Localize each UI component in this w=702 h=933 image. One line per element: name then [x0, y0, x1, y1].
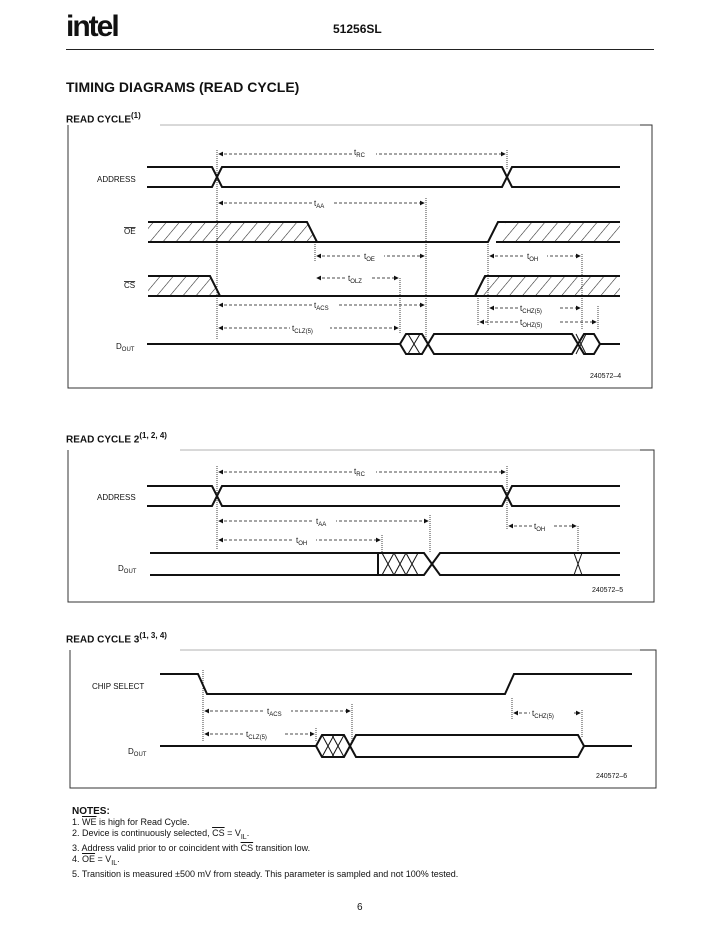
- t-rc-label: $t_{RC}$: [354, 148, 365, 159]
- dout-label-2-main: D: [118, 564, 124, 573]
- t-chz-label: $t_{CHZ(5)}$: [520, 304, 542, 315]
- t-acs-label-3: $t_{ACS}$: [267, 707, 282, 718]
- dout-label-3-sub: OUT: [133, 752, 147, 758]
- t-aa-label-2: $t_{AA}$: [316, 517, 327, 528]
- intel-logo: intel: [66, 10, 118, 43]
- note-1: 1. $\overline{WE}$ is high for Read Cycle.: [72, 817, 190, 827]
- read-cycle-3-title-notes: (1, 3, 4): [139, 631, 167, 640]
- dout-label-3-main: D: [128, 747, 134, 756]
- dout-label-main: D: [116, 342, 122, 351]
- t-acs-label: $t_{ACS}$: [314, 301, 329, 312]
- dout-label-3: [128, 747, 147, 758]
- t-oh-label-2-right: $t_{OH}$: [534, 522, 546, 533]
- page-number: 6: [357, 902, 363, 913]
- note-4: 4. $\overline{OE} = V_{IL}$.: [72, 853, 120, 867]
- notes: [72, 806, 458, 880]
- figure-ref-1: 240572–4: [590, 373, 622, 380]
- t-aa-label: $t_{AA}$: [314, 199, 325, 210]
- read-cycle-1-title-notes: (1): [131, 111, 141, 120]
- chip-select-waveform: [160, 674, 632, 694]
- notes-heading: NOTES:: [72, 806, 110, 817]
- t-clz-label-3: $t_{CLZ(5)}$: [246, 730, 267, 741]
- t-olz-label: $t_{OLZ}$: [348, 274, 362, 285]
- t-ohz-label: $t_{OHZ(5)}$: [520, 318, 543, 329]
- note-5: 5. Transition is measured ±500 mV from steady. This parameter is sampled and not 100% tested.: [72, 868, 459, 879]
- figure-ref-2: 240572–5: [592, 587, 624, 594]
- read-cycle-2-title-text: READ CYCLE 2: [66, 434, 140, 446]
- address-label: ADDRESS: [97, 175, 136, 184]
- read-cycle-2-title-notes: (1, 2, 4): [139, 431, 167, 440]
- read-cycle-3-title-text: READ CYCLE 3: [66, 634, 140, 646]
- note-3: 3. Address valid prior to or coincident with $\overline{CS}$ transition low.: [72, 842, 311, 853]
- t-oh-label-2-left: $t_{OH}$: [296, 536, 308, 547]
- chip-select-label: CHIP SELECT: [92, 682, 145, 691]
- section-title: TIMING DIAGRAMS (READ CYCLE): [66, 79, 300, 95]
- note-2: 2. Device is continuously selected, $\overline{CS} = V_{IL}$.: [72, 828, 250, 841]
- oe-label: OE: [124, 227, 136, 236]
- t-chz-label-3: $t_{CHZ(5)}$: [532, 709, 554, 720]
- dout-label-sub: OUT: [121, 347, 135, 353]
- cs-label: CS: [124, 281, 136, 290]
- figure-ref-3: 240572–6: [596, 773, 628, 780]
- dout-transition-cross-3: [322, 735, 344, 757]
- part-number: 51256SL: [333, 22, 382, 36]
- t-rc-label-2: $t_{RC}$: [354, 467, 365, 478]
- address-label-2: ADDRESS: [97, 493, 136, 502]
- dout-waveform-3: [160, 735, 632, 757]
- t-clz-label: $t_{CLZ(5)}$: [292, 324, 313, 335]
- dout-label-2-sub: OUT: [123, 569, 137, 575]
- read-cycle-1-title-text: READ CYCLE: [66, 114, 132, 126]
- t-oe-label: $t_{OE}$: [364, 252, 375, 263]
- t-oh-label: $t_{OH}$: [527, 252, 539, 263]
